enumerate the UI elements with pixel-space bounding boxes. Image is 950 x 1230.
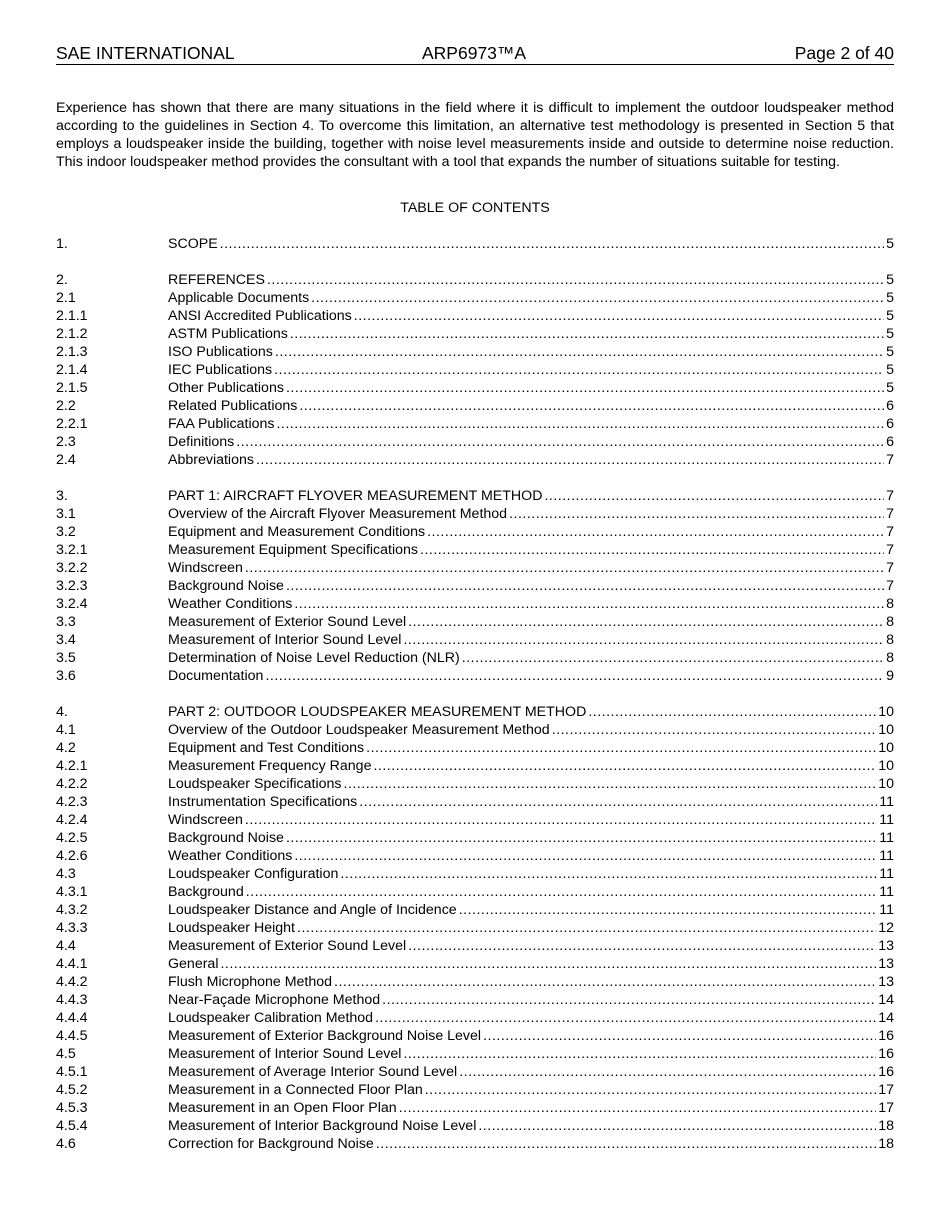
toc-entry-title[interactable]: Measurement of Interior Background Noise Level xyxy=(168,1118,477,1134)
toc-entry[interactable] xyxy=(56,793,894,811)
toc-entry-title[interactable]: Windscreen xyxy=(168,812,243,828)
toc-dot-leader xyxy=(459,1063,876,1081)
toc-entry-page[interactable]: 5 xyxy=(886,308,894,324)
toc-dot-leader xyxy=(340,865,877,883)
toc-entry-number: 2.1.4 xyxy=(56,362,88,378)
toc-entry-page[interactable]: 10 xyxy=(878,704,894,720)
toc-entry-number: 3.5 xyxy=(56,650,76,666)
toc-entry-page[interactable]: 5 xyxy=(886,272,894,288)
toc-entry-number: 4.5.3 xyxy=(56,1100,88,1116)
toc-entry[interactable] xyxy=(56,1009,894,1027)
toc-section-group xyxy=(56,235,894,253)
toc-entry-title[interactable]: Measurement Equipment Specifications xyxy=(168,542,418,558)
toc-entry-page[interactable]: 5 xyxy=(886,344,894,360)
toc-entry-number: 4.6 xyxy=(56,1136,76,1152)
toc-entry-title[interactable]: ISO Publications xyxy=(168,344,273,360)
toc-entry[interactable] xyxy=(56,505,894,523)
toc-entry-number: 3.3 xyxy=(56,614,76,630)
toc-entry-page[interactable]: 7 xyxy=(886,578,894,594)
toc-entry-page[interactable]: 6 xyxy=(886,434,894,450)
toc-entry[interactable] xyxy=(56,1135,894,1153)
toc-entry[interactable] xyxy=(56,847,894,865)
toc-dot-leader xyxy=(544,487,884,505)
toc-entry-page[interactable]: 16 xyxy=(878,1046,894,1062)
toc-entry-page[interactable]: 18 xyxy=(878,1118,894,1134)
toc-entry-page[interactable]: 7 xyxy=(886,452,894,468)
toc-entry-title[interactable]: Measurement in a Connected Floor Plan xyxy=(168,1082,423,1098)
toc-entry-number: 2.1.5 xyxy=(56,380,88,396)
toc-entry[interactable] xyxy=(56,703,894,721)
toc-entry-title[interactable]: Equipment and Measurement Conditions xyxy=(168,524,426,540)
toc-entry[interactable] xyxy=(56,379,894,397)
toc-entry-title[interactable]: Measurement of Exterior Background Noise Level xyxy=(168,1028,482,1044)
toc-entry-page[interactable]: 7 xyxy=(886,560,894,576)
toc-entry[interactable] xyxy=(56,739,894,757)
toc-entry-number: 3. xyxy=(56,488,68,504)
toc-dot-leader xyxy=(286,829,877,847)
toc-dot-leader xyxy=(399,1099,877,1117)
toc-entry[interactable] xyxy=(56,1045,894,1063)
toc-dot-leader xyxy=(311,289,884,307)
toc-entry-page[interactable]: 17 xyxy=(878,1082,894,1098)
toc-entry[interactable] xyxy=(56,577,894,595)
toc-entry-page[interactable]: 11 xyxy=(879,830,894,846)
toc-dot-leader xyxy=(359,793,877,811)
toc-entry-number: 4.3.3 xyxy=(56,920,88,936)
toc-entry-page[interactable]: 11 xyxy=(879,866,894,882)
toc-entry-title[interactable]: Measurement of Exterior Sound Level xyxy=(168,614,407,630)
toc-entry[interactable] xyxy=(56,775,894,793)
toc-entry-title[interactable]: REFERENCES xyxy=(168,272,265,288)
toc-section-group xyxy=(56,487,894,685)
toc-entry[interactable] xyxy=(56,307,894,325)
toc-entry-number: 4.3.1 xyxy=(56,884,88,900)
toc-entry-number: 4.3.2 xyxy=(56,902,88,918)
toc-entry-number: 4.4.1 xyxy=(56,956,88,972)
toc-entry-number: 4.5.1 xyxy=(56,1064,88,1080)
toc-entry-number: 2.1.1 xyxy=(56,308,88,324)
toc-entry-title[interactable]: Near-Façade Microphone Method xyxy=(168,992,381,1008)
toc-entry-title[interactable]: Equipment and Test Conditions xyxy=(168,740,365,756)
toc-dot-leader xyxy=(334,973,876,991)
toc-entry-number: 4.3 xyxy=(56,866,76,882)
toc-entry-title[interactable]: Correction for Background Noise xyxy=(168,1136,374,1152)
toc-entry-title[interactable]: Other Publications xyxy=(168,380,284,396)
toc-entry[interactable] xyxy=(56,955,894,973)
toc-entry[interactable] xyxy=(56,829,894,847)
toc-entry[interactable] xyxy=(56,271,894,289)
toc-entry-number: 2.1.2 xyxy=(56,326,88,342)
toc-dot-leader xyxy=(274,361,884,379)
toc-entry[interactable] xyxy=(56,901,894,919)
toc-entry[interactable] xyxy=(56,1117,894,1135)
toc-entry[interactable] xyxy=(56,235,894,253)
toc-entry[interactable] xyxy=(56,883,894,901)
toc-dot-leader xyxy=(373,757,876,775)
toc-entry-number: 4.4.3 xyxy=(56,992,88,1008)
toc-entry-number: 2.1.3 xyxy=(56,344,88,360)
toc-entry-title[interactable]: Background Noise xyxy=(168,578,284,594)
toc-entry-page[interactable]: 7 xyxy=(886,506,894,522)
toc-dot-leader xyxy=(459,901,878,919)
toc-entry-title[interactable]: Measurement of Interior Sound Level xyxy=(168,632,402,648)
toc-entry[interactable] xyxy=(56,631,894,649)
toc-entry-number: 4.2 xyxy=(56,740,76,756)
toc-entry-title[interactable]: ANSI Accredited Publications xyxy=(168,308,352,324)
toc-entry-page[interactable]: 11 xyxy=(879,794,894,810)
toc-entry-title[interactable]: Windscreen xyxy=(168,560,243,576)
toc-entry-number: 2.2 xyxy=(56,398,76,414)
toc-entry-number: 4.2.4 xyxy=(56,812,88,828)
toc-entry-title[interactable]: SCOPE xyxy=(168,236,218,252)
toc-entry-number: 4.4.4 xyxy=(56,1010,88,1026)
toc-entry-number: 4.5 xyxy=(56,1046,76,1062)
toc-dot-leader xyxy=(509,505,884,523)
toc-dot-leader xyxy=(220,235,884,253)
toc-entry-title[interactable]: Loudspeaker Height xyxy=(168,920,295,936)
toc-entry-number: 2.2.1 xyxy=(56,416,88,432)
toc-entry-page[interactable]: 13 xyxy=(878,956,894,972)
toc-entry-number: 4.2.6 xyxy=(56,848,88,864)
toc-entry-page[interactable]: 7 xyxy=(886,542,894,558)
toc-dot-leader xyxy=(275,343,884,361)
toc-entry[interactable] xyxy=(56,397,894,415)
toc-entry-number: 2.4 xyxy=(56,452,76,468)
toc-dot-leader xyxy=(427,523,884,541)
toc-entry-number: 4. xyxy=(56,704,68,720)
intro-paragraph: Experience has shown that there are many situations in the field where it is difficult to implement the outdoor loudspeaker method according to the guidelines in Section 4. To overcome this limitation, an alternative test methodology is presented in Section 5 that employs a loudspeaker inside the building, together with noise level measurements inside and outside to determine noise reduction. This indoor loudspeaker method provides the consultant with a tool that expands the number of situations suitable for testing. xyxy=(56,100,894,170)
toc-entry[interactable] xyxy=(56,1099,894,1117)
toc-entry-title[interactable]: FAA Publications xyxy=(168,416,275,432)
toc-entry[interactable] xyxy=(56,649,894,667)
toc-entry[interactable] xyxy=(56,991,894,1009)
toc-entry-page[interactable]: 10 xyxy=(878,776,894,792)
toc-entry-page[interactable]: 10 xyxy=(878,722,894,738)
toc-entry-page[interactable]: 7 xyxy=(886,488,894,504)
toc-entry-page[interactable]: 16 xyxy=(878,1064,894,1080)
toc-entry-title[interactable]: Loudspeaker Calibration Method xyxy=(168,1010,374,1026)
toc-dot-leader xyxy=(354,307,884,325)
toc-entry-page[interactable]: 14 xyxy=(878,1010,894,1026)
toc-entry[interactable] xyxy=(56,541,894,559)
toc-dot-leader xyxy=(267,271,884,289)
toc-dot-leader xyxy=(366,739,876,757)
toc-entry[interactable] xyxy=(56,613,894,631)
toc-entry-number: 2.3 xyxy=(56,434,76,450)
toc-entry[interactable] xyxy=(56,937,894,955)
toc-entry-title[interactable]: Overview of the Aircraft Flyover Measurement Method xyxy=(168,506,508,522)
toc-entry-page[interactable]: 5 xyxy=(886,236,894,252)
toc-entry-number: 4.5.2 xyxy=(56,1082,88,1098)
toc-dot-leader xyxy=(245,559,884,577)
toc-entry-page[interactable]: 7 xyxy=(886,524,894,540)
toc-dot-leader xyxy=(276,415,884,433)
toc-entry-title[interactable]: Definitions xyxy=(168,434,235,450)
toc-entry-title[interactable]: Abbreviations xyxy=(168,452,254,468)
toc-entry-number: 3.2.4 xyxy=(56,596,88,612)
toc-entry-page[interactable]: 18 xyxy=(878,1136,894,1152)
toc-entry-page[interactable]: 6 xyxy=(886,398,894,414)
toc-entry-page[interactable]: 6 xyxy=(886,416,894,432)
toc-dot-leader xyxy=(236,433,884,451)
toc-heading: TABLE OF CONTENTS xyxy=(400,200,550,216)
toc-entry[interactable] xyxy=(56,721,894,739)
toc-entry[interactable] xyxy=(56,433,894,451)
toc-entry-page[interactable]: 9 xyxy=(886,668,894,684)
toc-entry-page[interactable]: 5 xyxy=(886,326,894,342)
toc-entry-number: 1. xyxy=(56,236,68,252)
toc-entry-number: 3.6 xyxy=(56,668,76,684)
toc-dot-leader xyxy=(375,1009,876,1027)
toc-dot-leader xyxy=(256,451,884,469)
toc-entry-number: 2.1 xyxy=(56,290,76,306)
toc-entry-title[interactable]: Flush Microphone Method xyxy=(168,974,333,990)
toc-entry[interactable] xyxy=(56,487,894,505)
toc-dot-leader xyxy=(286,379,884,397)
toc-dot-leader xyxy=(478,1117,876,1135)
toc-entry-title[interactable]: Measurement Frequency Range xyxy=(168,758,372,774)
toc-entry[interactable] xyxy=(56,1027,894,1045)
toc-entry-page[interactable]: 12 xyxy=(878,920,894,936)
toc-entry-title[interactable]: Instrumentation Specifications xyxy=(168,794,358,810)
toc-entry-title[interactable]: Loudspeaker Specifications xyxy=(168,776,342,792)
toc-section-group xyxy=(56,271,894,469)
toc-entry[interactable] xyxy=(56,757,894,775)
header-page-number: Page 2 of 40 xyxy=(794,43,894,63)
toc-entry[interactable] xyxy=(56,919,894,937)
toc-entry[interactable] xyxy=(56,1063,894,1081)
toc-entry[interactable] xyxy=(56,343,894,361)
toc-entry-title[interactable]: Background Noise xyxy=(168,830,284,846)
toc-entry-number: 3.2.3 xyxy=(56,578,88,594)
toc-entry-title[interactable]: Measurement of Exterior Sound Level xyxy=(168,938,407,954)
toc-entry[interactable] xyxy=(56,973,894,991)
toc-entry[interactable] xyxy=(56,325,894,343)
toc-entry-page[interactable]: 14 xyxy=(878,992,894,1008)
toc-dot-leader xyxy=(403,631,884,649)
toc-entry-number: 4.2.2 xyxy=(56,776,88,792)
toc-entry-title[interactable]: Loudspeaker Configuration xyxy=(168,866,339,882)
toc-entry-page[interactable]: 10 xyxy=(878,758,894,774)
toc-dot-leader xyxy=(382,991,876,1009)
toc-entry-number: 3.2.1 xyxy=(56,542,88,558)
toc-entry-number: 3.2 xyxy=(56,524,76,540)
toc-entry[interactable] xyxy=(56,361,894,379)
header-doc-id: ARP6973™A xyxy=(422,43,527,63)
toc-entry-page[interactable]: 11 xyxy=(879,884,894,900)
toc-entry-title[interactable]: Background xyxy=(168,884,244,900)
header-org: SAE INTERNATIONAL xyxy=(56,43,235,63)
toc-dot-leader xyxy=(552,721,877,739)
toc-entry-title[interactable]: Weather Conditions xyxy=(168,848,293,864)
toc-entry[interactable] xyxy=(56,415,894,433)
toc-entry-title[interactable]: Documentation xyxy=(168,668,264,684)
toc-dot-leader xyxy=(344,775,877,793)
toc-dot-leader xyxy=(403,1045,876,1063)
toc-entry-page[interactable]: 11 xyxy=(879,848,894,864)
toc-entry-title[interactable]: Measurement of Interior Sound Level xyxy=(168,1046,402,1062)
toc-entry-title[interactable]: General xyxy=(168,956,219,972)
toc-dot-leader xyxy=(297,919,876,937)
toc-entry[interactable] xyxy=(56,559,894,577)
toc-entry-page[interactable]: 10 xyxy=(878,740,894,756)
toc-dot-leader xyxy=(588,703,876,721)
toc-entry-title[interactable]: Measurement of Average Interior Sound Level xyxy=(168,1064,458,1080)
toc-entry-number: 4.2.1 xyxy=(56,758,88,774)
toc-entry-page[interactable]: 8 xyxy=(886,632,894,648)
toc-entry-title[interactable]: Related Publications xyxy=(168,398,298,414)
toc-entry-page[interactable]: 5 xyxy=(886,380,894,396)
toc-dot-leader xyxy=(245,811,877,829)
toc-dot-leader xyxy=(462,649,884,667)
toc-dot-leader xyxy=(376,1135,876,1153)
toc-entry-title[interactable]: Determination of Noise Level Reduction (NLR) xyxy=(168,650,460,666)
toc-entry-title[interactable]: PART 1: AIRCRAFT FLYOVER MEASUREMENT METHOD xyxy=(168,488,543,504)
toc-entry-page[interactable]: 17 xyxy=(878,1100,894,1116)
toc-entry[interactable] xyxy=(56,667,894,685)
toc-entry-page[interactable]: 8 xyxy=(886,650,894,666)
toc-entry-number: 4.4.5 xyxy=(56,1028,88,1044)
document-page xyxy=(56,42,894,1171)
toc-entry-number: 4.2.5 xyxy=(56,830,88,846)
table-of-contents xyxy=(56,235,894,1153)
toc-dot-leader xyxy=(246,883,878,901)
toc-entry-number: 3.1 xyxy=(56,506,76,522)
page-header xyxy=(56,42,894,65)
toc-dot-leader xyxy=(290,325,884,343)
toc-entry[interactable] xyxy=(56,811,894,829)
toc-entry-title[interactable]: Measurement in an Open Floor Plan xyxy=(168,1100,397,1116)
toc-entry-page[interactable]: 8 xyxy=(886,614,894,630)
toc-entry[interactable] xyxy=(56,595,894,613)
toc-entry-page[interactable]: 13 xyxy=(878,974,894,990)
toc-dot-leader xyxy=(425,1081,876,1099)
toc-dot-leader xyxy=(483,1027,876,1045)
toc-entry[interactable] xyxy=(56,865,894,883)
toc-entry-number: 3.2.2 xyxy=(56,560,88,576)
toc-entry-page[interactable]: 13 xyxy=(878,938,894,954)
toc-entry-page[interactable]: 8 xyxy=(886,596,894,612)
toc-dot-leader xyxy=(286,577,884,595)
toc-entry-title[interactable]: PART 2: OUTDOOR LOUDSPEAKER MEASUREMENT METHOD xyxy=(168,704,587,720)
toc-entry-number: 4.4 xyxy=(56,938,76,954)
toc-entry[interactable] xyxy=(56,289,894,307)
toc-entry[interactable] xyxy=(56,451,894,469)
toc-entry-title[interactable]: Weather Conditions xyxy=(168,596,293,612)
toc-dot-leader xyxy=(420,541,884,559)
toc-dot-leader xyxy=(408,613,884,631)
toc-entry-page[interactable]: 5 xyxy=(886,362,894,378)
toc-entry-page[interactable]: 11 xyxy=(879,812,894,828)
toc-dot-leader xyxy=(294,595,884,613)
toc-entry-title[interactable]: Applicable Documents xyxy=(168,290,310,306)
toc-entry-number: 4.5.4 xyxy=(56,1118,88,1134)
toc-entry[interactable] xyxy=(56,1081,894,1099)
toc-dot-leader xyxy=(265,667,884,685)
toc-entry-title[interactable]: Overview of the Outdoor Loudspeaker Measurement Method xyxy=(168,722,550,738)
toc-entry-page[interactable]: 11 xyxy=(879,902,894,918)
toc-dot-leader xyxy=(294,847,877,865)
toc-entry-number: 3.4 xyxy=(56,632,76,648)
toc-dot-leader xyxy=(299,397,884,415)
toc-entry-number: 4.2.3 xyxy=(56,794,88,810)
toc-entry-number: 4.4.2 xyxy=(56,974,88,990)
toc-entry-title[interactable]: Loudspeaker Distance and Angle of Incidence xyxy=(168,902,457,918)
toc-entry-number: 2. xyxy=(56,272,68,288)
toc-dot-leader xyxy=(220,955,876,973)
toc-entry-title[interactable]: ASTM Publications xyxy=(168,326,288,342)
toc-entry-number: 4.1 xyxy=(56,722,76,738)
toc-entry-page[interactable]: 16 xyxy=(878,1028,894,1044)
toc-entry-page[interactable]: 5 xyxy=(886,290,894,306)
toc-entry-title[interactable]: IEC Publications xyxy=(168,362,273,378)
toc-section-group xyxy=(56,703,894,1153)
toc-entry[interactable] xyxy=(56,523,894,541)
toc-dot-leader xyxy=(408,937,876,955)
